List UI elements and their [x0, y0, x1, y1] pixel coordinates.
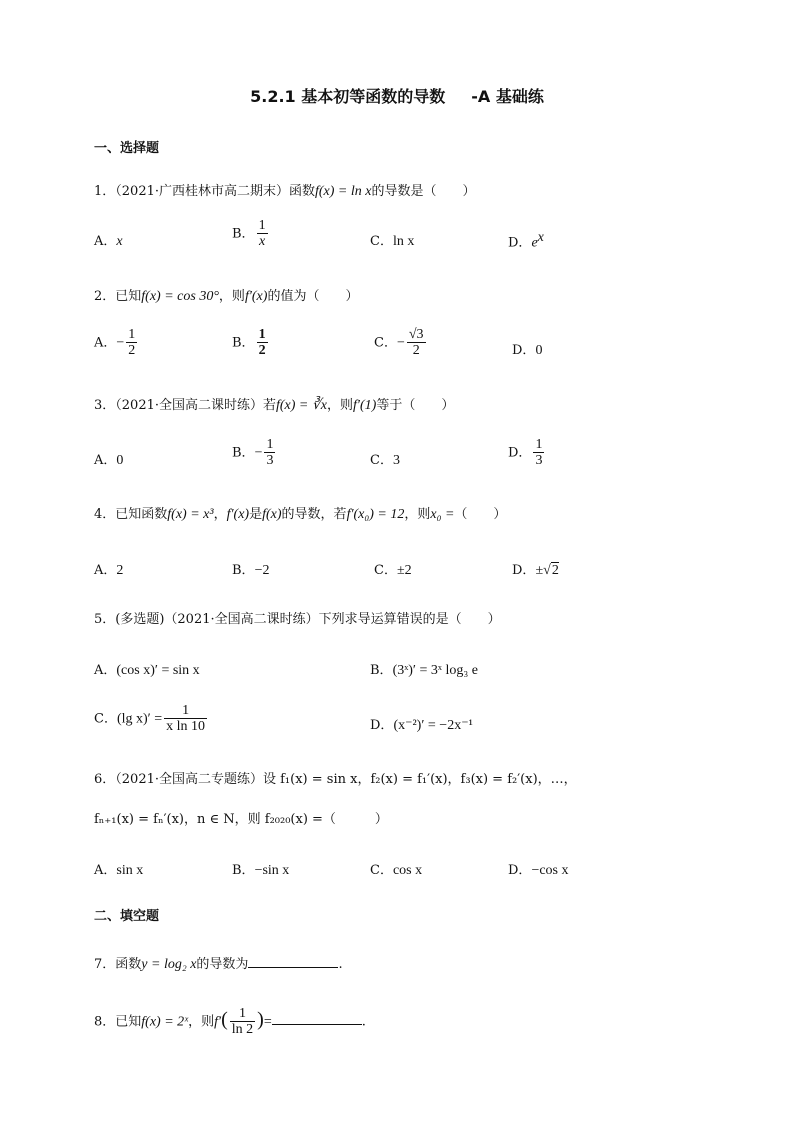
- q7-answer-blank[interactable]: [248, 957, 338, 968]
- question-6-line-1: 6．（2021·全国高二专题练）设 f₁(x) = sin x，f₂(x) = f₁′(x)，f₃(x) = f₂′(x)，…，: [94, 772, 577, 787]
- question-4: 4．已知函数f(x) = x³，f′(x)是f(x)的导数，若f′(x₀) = 12，则x₀ =（ ）: [94, 507, 507, 522]
- q1-option-a[interactable]: A．x: [94, 234, 123, 249]
- question-7: 7．函数y = log₂ x的导数为 .: [94, 957, 343, 972]
- q2-option-a[interactable]: A．− $\frac{1}{2}$: [94, 327, 136, 359]
- q1-option-b[interactable]: B． $\frac{1}{x}$: [232, 218, 266, 250]
- q1-option-d[interactable]: D．$e^x$: [508, 230, 544, 251]
- question-6-line-2: fₙ₊₁(x) = fₙ′(x)，n ∈ N，则 f₂₀₂₀(x) =（ ）: [94, 812, 388, 827]
- section-heading-choice: 一、选择题: [94, 141, 160, 156]
- q3-option-c[interactable]: C．3: [370, 453, 400, 468]
- q8-answer-blank[interactable]: [272, 1014, 362, 1025]
- page-title: 5.2.1 基本初等函数的导数 -A 基础练: [250, 87, 544, 106]
- q6-option-d[interactable]: D．−cos x: [508, 863, 569, 878]
- q3-option-b[interactable]: B．− $\frac{1}{3}$: [232, 437, 274, 469]
- q6-option-c[interactable]: C．cos x: [370, 863, 423, 878]
- q3-option-d[interactable]: D． $\frac{1}{3}$: [508, 437, 543, 469]
- question-1: 1．（2021·广西桂林市高二期末）函数f(x) = ln x的导数是（ ）: [94, 184, 476, 199]
- q1-option-c[interactable]: C．ln x: [370, 234, 415, 249]
- question-5: 5．(多选题)（2021·全国高二课时练）下列求导运算错误的是（ ）: [94, 612, 501, 627]
- q6-option-a[interactable]: A．sin x: [94, 863, 144, 878]
- q4-option-d[interactable]: D．±√2: [512, 563, 559, 578]
- question-3: 3．（2021·全国高二课时练）若f(x) = ∛x，则f′(1)等于（ ）: [94, 398, 455, 413]
- q4-option-b[interactable]: B．−2: [232, 563, 270, 578]
- q2-option-b[interactable]: B． $\frac{1}{2}$: [232, 327, 266, 359]
- section-heading-fill: 二、填空题: [94, 909, 160, 924]
- q4-option-a[interactable]: A．2: [94, 563, 124, 578]
- question-8: 8．已知f(x) = 2ˣ，则f′( $\frac{1}{\ln 2}$ )= .: [94, 1006, 366, 1038]
- q2-option-c[interactable]: C．− $\frac{√3}{2}$: [374, 327, 424, 359]
- q2-option-d[interactable]: D．0: [512, 343, 543, 358]
- q5-option-d[interactable]: D．(x⁻²)′ = −2x⁻¹: [370, 718, 473, 733]
- q3-option-a[interactable]: A．0: [94, 453, 124, 468]
- q5-option-a[interactable]: A．(cos x)′ = sin x: [94, 663, 200, 678]
- q4-option-c[interactable]: C．±2: [374, 563, 412, 578]
- q5-option-b[interactable]: B．(3ˣ)′ = 3ˣ log₃ e: [370, 663, 478, 678]
- q6-option-b[interactable]: B．−sin x: [232, 863, 290, 878]
- q5-option-c[interactable]: C．(lg x)′ = $\frac{1}{\text{x ln 10}}$: [94, 703, 206, 735]
- question-2: 2．已知f(x) = cos 30°，则f′(x)的值为（ ）: [94, 289, 359, 304]
